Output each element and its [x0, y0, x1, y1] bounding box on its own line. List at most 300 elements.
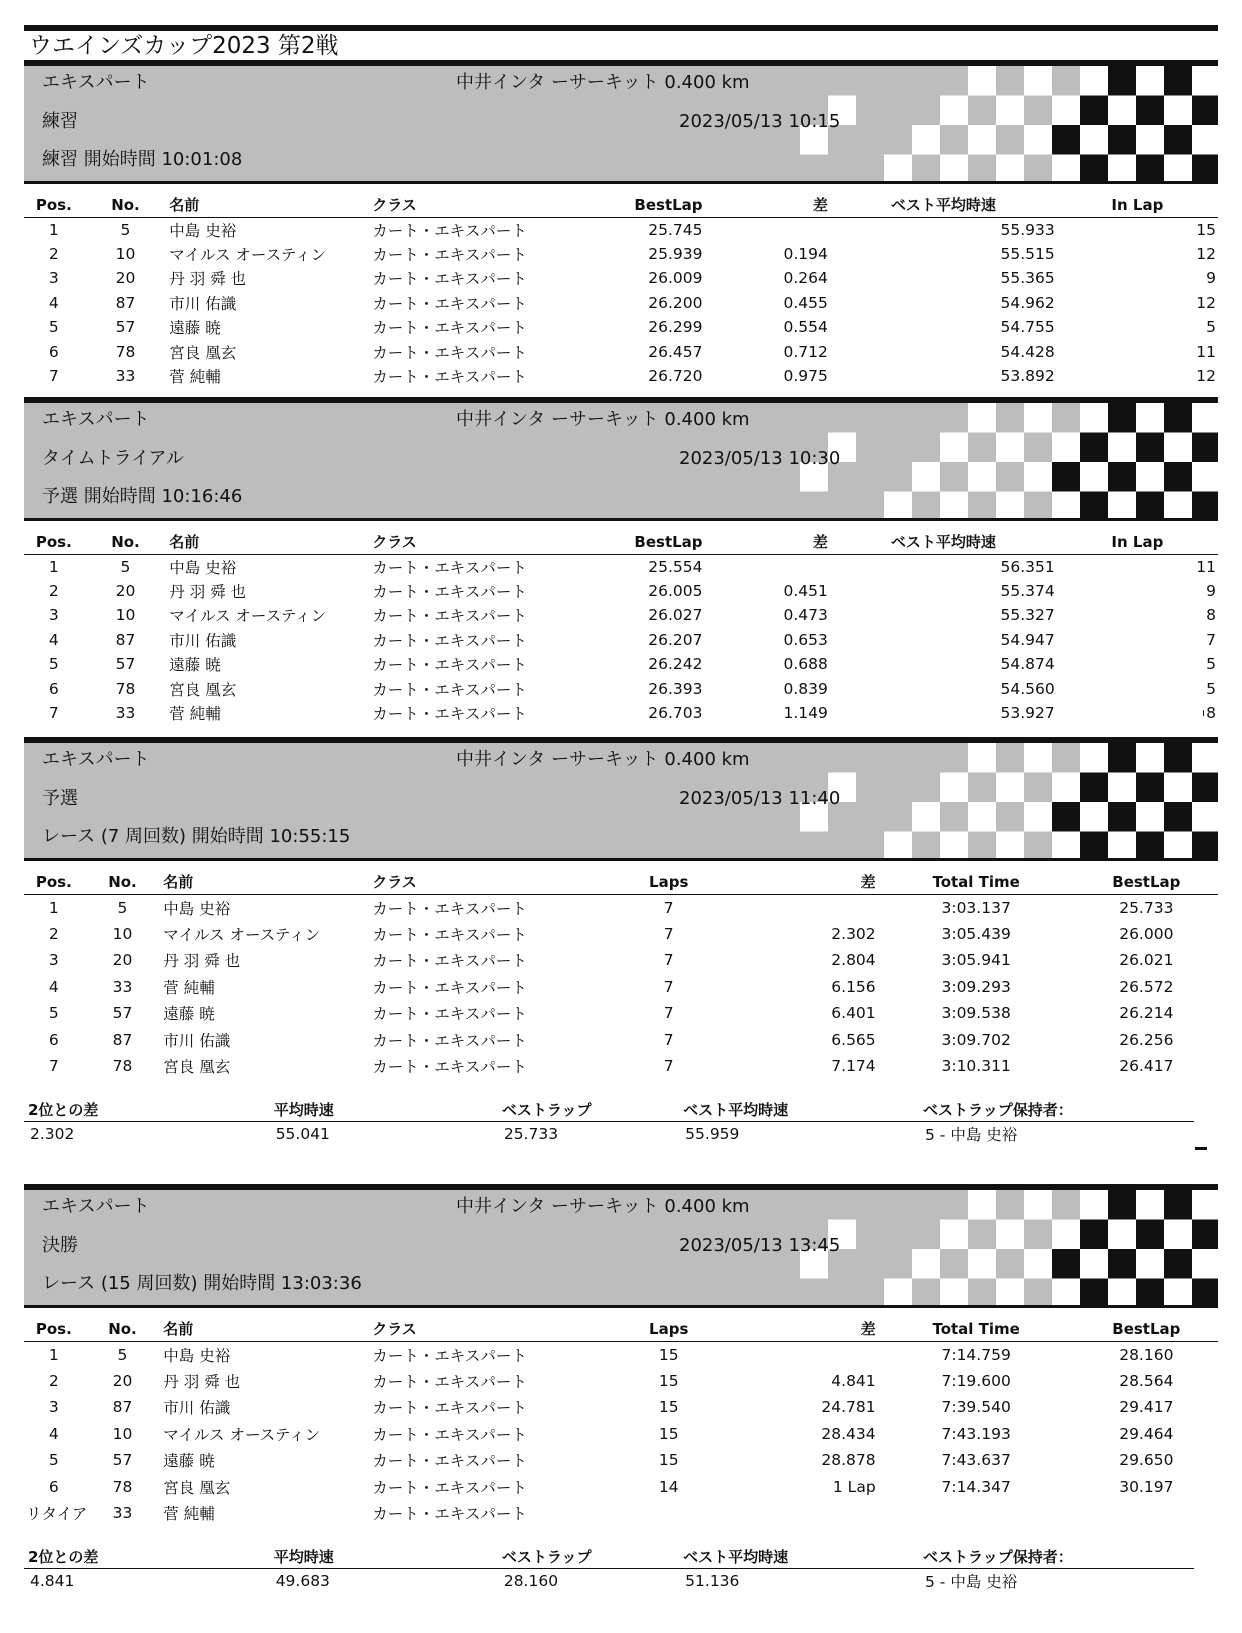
- flag-square: [968, 96, 997, 126]
- flag-square: [856, 832, 885, 862]
- flag-square: [1108, 66, 1137, 96]
- flag-square: [1192, 155, 1218, 185]
- table-cell: 3:09.538: [941, 1004, 1011, 1023]
- flag-square: [1052, 462, 1081, 492]
- column-header: クラス: [370, 870, 597, 894]
- table-row: [24, 894, 1218, 921]
- flag-square: [1024, 1190, 1053, 1220]
- flag-square: [1080, 1190, 1109, 1220]
- flag-square: [856, 1249, 885, 1279]
- flag-square: [912, 66, 941, 96]
- flag-square: [996, 802, 1025, 832]
- flag-square: [912, 403, 941, 433]
- flag-square: [1080, 66, 1109, 96]
- table-cell: 0.712: [783, 342, 828, 361]
- flag-square: [940, 66, 969, 96]
- session-name: 決勝: [42, 1235, 78, 1256]
- table-cell: 78: [115, 342, 136, 361]
- table-cell: 55.515: [1000, 244, 1055, 263]
- flag-square: [1108, 1190, 1137, 1220]
- table-cell: 宮良 凰玄: [163, 1058, 231, 1077]
- flag-square: [940, 773, 969, 803]
- flag-square: [1080, 832, 1109, 862]
- table-cell: 中島 史裕: [169, 221, 237, 240]
- table-cell: 26.009: [648, 269, 703, 288]
- flag-square: [968, 403, 997, 433]
- table-cell: 28.878: [821, 1451, 876, 1470]
- table-cell: 6: [48, 342, 59, 361]
- table-cell: 56.351: [1000, 557, 1055, 576]
- table-cell: 宮良 凰玄: [163, 1478, 231, 1497]
- column-header: Laps: [597, 1317, 740, 1341]
- flag-square: [828, 1190, 857, 1220]
- flag-square: [1108, 96, 1137, 126]
- flag-square: [856, 125, 885, 155]
- table-cell: 26.214: [1119, 1004, 1174, 1023]
- flag-square: [912, 832, 941, 862]
- flag-square: [996, 1279, 1025, 1309]
- flag-square: [1080, 802, 1109, 832]
- summary-value: 4.841: [30, 1571, 75, 1590]
- session-block: [24, 60, 1218, 389]
- table-cell: カート・エキスパート: [372, 294, 527, 313]
- flag-square: [912, 802, 941, 832]
- flag-square: [1024, 802, 1053, 832]
- table-cell: 7: [663, 924, 674, 943]
- column-header: クラス: [370, 193, 573, 217]
- session-name: 予選: [42, 788, 78, 809]
- flag-square: [1136, 1279, 1165, 1309]
- table-cell: カート・エキスパート: [372, 319, 527, 338]
- table-cell: カート・エキスパート: [372, 1031, 527, 1050]
- checkered-flag-icon: [800, 1190, 1218, 1308]
- table-cell: 2: [48, 244, 59, 263]
- flag-square: [800, 1190, 829, 1220]
- session-datetime: 2023/05/13 10:30: [679, 448, 841, 469]
- table-cell: 7:39.540: [941, 1398, 1011, 1417]
- column-header: 名前: [161, 1317, 370, 1341]
- table-cell: 78: [112, 1057, 133, 1076]
- flag-square: [1024, 832, 1053, 862]
- table-cell: 7: [48, 1057, 59, 1076]
- table-row: [24, 554, 1218, 579]
- table-cell: カート・エキスパート: [372, 899, 527, 918]
- table-cell: 0.975: [783, 367, 828, 386]
- column-header: 差: [705, 530, 830, 554]
- flag-square: [1024, 155, 1053, 185]
- table-cell: 55.365: [1000, 269, 1055, 288]
- table-cell: 26.200: [648, 293, 703, 312]
- flag-square: [1024, 125, 1053, 155]
- flag-square: [856, 433, 885, 463]
- flag-square: [940, 155, 969, 185]
- table-cell: 26.703: [648, 704, 703, 723]
- flag-square: [1052, 1220, 1081, 1250]
- table-cell: 4: [48, 977, 59, 996]
- table-cell: 7.174: [831, 1057, 876, 1076]
- table-cell: 1: [48, 1345, 59, 1364]
- table-cell: 26.299: [648, 318, 703, 337]
- checkered-flag-icon: [800, 403, 1218, 521]
- flag-square: [884, 773, 913, 803]
- table-cell: 市川 佑識: [169, 294, 237, 313]
- flag-square: [1192, 1279, 1218, 1309]
- flag-square: [800, 66, 829, 96]
- summary-header: ベスト平均時速: [679, 1098, 919, 1122]
- flag-square: [1108, 492, 1137, 522]
- table-row: [24, 974, 1218, 1001]
- table-cell: 遠藤 暁: [163, 1452, 215, 1471]
- table-cell: マイルス オースティン: [163, 1425, 321, 1444]
- flag-square: [968, 802, 997, 832]
- flag-square: [1024, 1249, 1053, 1279]
- flag-square: [940, 802, 969, 832]
- flag-square: [828, 155, 857, 185]
- table-cell: 87: [115, 630, 136, 649]
- table-cell: 26.417: [1119, 1057, 1174, 1076]
- table-cell: 26.000: [1119, 924, 1174, 943]
- flag-square: [940, 1249, 969, 1279]
- table-cell: 3: [48, 606, 59, 625]
- table-cell: 5: [48, 655, 59, 674]
- flag-square: [1108, 125, 1137, 155]
- flag-square: [828, 403, 857, 433]
- category-label: エキスパート: [42, 409, 150, 430]
- table-cell: 12: [1196, 367, 1216, 386]
- flag-square: [856, 1279, 885, 1309]
- column-header: Pos.: [24, 870, 84, 894]
- start-time: レース (15 周回数) 開始時間 13:03:36: [42, 1273, 362, 1294]
- table-cell: 24.781: [821, 1398, 876, 1417]
- column-header: No.: [84, 870, 162, 894]
- flag-square: [1024, 66, 1053, 96]
- table-cell: 7:43.637: [941, 1451, 1011, 1470]
- flag-square: [1108, 433, 1137, 463]
- summary-header: ベスト平均時速: [679, 1545, 919, 1569]
- table-cell: 4: [48, 630, 59, 649]
- flag-square: [1024, 773, 1053, 803]
- flag-square: [884, 1279, 913, 1309]
- table-cell: 3:09.293: [941, 977, 1011, 996]
- column-header: BestLap: [1075, 1317, 1218, 1341]
- flag-square: [940, 125, 969, 155]
- flag-square: [968, 832, 997, 862]
- table-cell: カート・エキスパート: [372, 952, 527, 971]
- flag-square: [884, 433, 913, 463]
- flag-square: [1052, 1249, 1081, 1279]
- flag-square: [1052, 66, 1081, 96]
- table-row: [24, 242, 1218, 267]
- table-cell: 25.554: [648, 557, 703, 576]
- table-cell: 54.560: [1000, 679, 1055, 698]
- circuit-name: 中井インタ ーサーキット 0.400 km: [456, 1196, 750, 1217]
- summary-value-row: [24, 1122, 1194, 1146]
- table-cell: 3:09.702: [941, 1030, 1011, 1049]
- table-cell: 55.327: [1000, 606, 1055, 625]
- flag-square: [940, 1220, 969, 1250]
- table-cell: カート・エキスパート: [372, 1058, 527, 1077]
- table-cell: 0.653: [783, 630, 828, 649]
- table-cell: 25.939: [648, 244, 703, 263]
- document-title: ウエインズカップ2023 第2戦: [29, 33, 339, 59]
- table-cell: 20: [112, 1371, 133, 1390]
- header-row: [24, 870, 1218, 894]
- table-cell: 菅 純輔: [169, 705, 221, 724]
- flag-square: [912, 1249, 941, 1279]
- table-row: [24, 921, 1218, 948]
- flag-square: [1108, 155, 1137, 185]
- table-cell: 30.197: [1119, 1477, 1174, 1496]
- table-cell: カート・エキスパート: [372, 705, 527, 724]
- circuit-name: 中井インタ ーサーキット 0.400 km: [456, 749, 750, 770]
- flag-square: [856, 743, 885, 773]
- table-row: [24, 1421, 1218, 1448]
- table-cell: 29.417: [1119, 1398, 1174, 1417]
- table-cell: 遠藤 暁: [169, 656, 221, 675]
- flag-square: [884, 1220, 913, 1250]
- table-cell: 78: [112, 1477, 133, 1496]
- table-cell: 7: [1206, 630, 1216, 649]
- table-cell: リタイア: [26, 1505, 88, 1524]
- header-row: [24, 530, 1218, 554]
- flag-square: [884, 66, 913, 96]
- table-cell: カート・エキスパート: [372, 631, 527, 650]
- table-cell: カート・エキスパート: [372, 1505, 527, 1524]
- scan-mark: [1203, 710, 1204, 716]
- flag-square: [1164, 802, 1193, 832]
- table-cell: 5: [1206, 679, 1216, 698]
- table-cell: 7: [663, 1057, 674, 1076]
- flag-square: [856, 802, 885, 832]
- table-cell: 丹 羽 舜 也: [169, 582, 247, 601]
- table-cell: 20: [112, 951, 133, 970]
- session-datetime: 2023/05/13 11:40: [679, 788, 841, 809]
- table-cell: 2.302: [831, 924, 876, 943]
- table-cell: 7:19.600: [941, 1371, 1011, 1390]
- summary-value: 2.302: [30, 1124, 75, 1143]
- flag-square: [968, 492, 997, 522]
- table-cell: 0.473: [783, 606, 828, 625]
- summary-value: 25.733: [503, 1124, 559, 1143]
- flag-square: [940, 462, 969, 492]
- flag-square: [1136, 773, 1165, 803]
- table-cell: 26.242: [648, 655, 703, 674]
- session-block: [24, 737, 1218, 1146]
- table-cell: 29.650: [1119, 1451, 1174, 1470]
- table-cell: 0.451: [783, 581, 828, 600]
- table-cell: 10: [115, 244, 136, 263]
- checkered-flag-icon: [800, 743, 1218, 861]
- table-cell: 2: [48, 1371, 59, 1390]
- flag-square: [968, 155, 997, 185]
- flag-square: [1136, 743, 1165, 773]
- flag-square: [1164, 743, 1193, 773]
- table-cell: 中島 史裕: [163, 1346, 231, 1365]
- flag-square: [828, 492, 857, 522]
- flag-square: [1164, 155, 1193, 185]
- session-block: [24, 1184, 1218, 1593]
- flag-square: [912, 492, 941, 522]
- results-table: [24, 530, 1218, 726]
- summary-table: [24, 1545, 1194, 1593]
- flag-square: [1052, 433, 1081, 463]
- flag-square: [856, 66, 885, 96]
- flag-square: [1024, 462, 1053, 492]
- table-cell: 市川 佑識: [163, 1031, 231, 1050]
- table-cell: 7: [663, 1030, 674, 1049]
- flag-square: [1080, 492, 1109, 522]
- flag-square: [1108, 1279, 1137, 1309]
- table-cell: 3: [48, 269, 59, 288]
- flag-square: [1164, 462, 1193, 492]
- flag-square: [856, 155, 885, 185]
- flag-square: [940, 96, 969, 126]
- table-cell: 3:05.941: [941, 951, 1011, 970]
- table-cell: 4: [48, 1424, 59, 1443]
- table-cell: 29.464: [1119, 1424, 1174, 1443]
- flag-square: [1164, 403, 1193, 433]
- flag-square: [996, 492, 1025, 522]
- column-header: 差: [740, 870, 877, 894]
- flag-square: [1080, 1220, 1109, 1250]
- table-cell: 0.264: [783, 269, 828, 288]
- flag-square: [1080, 403, 1109, 433]
- table-row: [24, 1368, 1218, 1395]
- flag-square: [1192, 832, 1218, 862]
- table-cell: 6: [48, 679, 59, 698]
- table-cell: 6.401: [831, 1004, 876, 1023]
- flag-square: [1080, 125, 1109, 155]
- flag-square: [1136, 155, 1165, 185]
- table-cell: カート・エキスパート: [372, 558, 527, 577]
- table-cell: 2: [48, 924, 59, 943]
- flag-square: [1164, 1190, 1193, 1220]
- flag-square: [940, 403, 969, 433]
- table-cell: 5: [1206, 318, 1216, 337]
- flag-square: [828, 832, 857, 862]
- summary-header: 平均時速: [270, 1545, 498, 1569]
- table-cell: 中島 史裕: [163, 899, 231, 918]
- table-row: [24, 947, 1218, 974]
- flag-square: [1024, 433, 1053, 463]
- table-cell: 0.688: [783, 655, 828, 674]
- table-cell: 6.565: [831, 1030, 876, 1049]
- flag-square: [856, 1190, 885, 1220]
- flag-square: [800, 832, 829, 862]
- flag-square: [884, 832, 913, 862]
- table-cell: カート・エキスパート: [372, 656, 527, 675]
- column-header: Pos.: [24, 193, 84, 217]
- flag-square: [1136, 802, 1165, 832]
- flag-square: [1108, 802, 1137, 832]
- flag-square: [1108, 403, 1137, 433]
- flag-square: [884, 125, 913, 155]
- flag-square: [968, 1220, 997, 1250]
- flag-square: [800, 1279, 829, 1309]
- column-header: 差: [740, 1317, 877, 1341]
- table-cell: 26.256: [1119, 1030, 1174, 1049]
- table-cell: 54.428: [1000, 342, 1055, 361]
- summary-header: ベストラップ: [498, 1098, 679, 1122]
- flag-square: [1192, 1249, 1218, 1279]
- flag-square: [800, 403, 829, 433]
- table-cell: 9: [1206, 581, 1216, 600]
- flag-square: [828, 1279, 857, 1309]
- table-cell: 0.839: [783, 679, 828, 698]
- table-cell: 5: [1206, 655, 1216, 674]
- summary-header-row: [24, 1098, 1194, 1122]
- table-row: [24, 652, 1218, 677]
- table-cell: 市川 佑識: [169, 631, 237, 650]
- table-cell: カート・エキスパート: [372, 1005, 527, 1024]
- column-header: クラス: [370, 1317, 597, 1341]
- table-cell: カート・エキスパート: [372, 1452, 527, 1471]
- summary-value: 49.683: [275, 1571, 330, 1590]
- table-cell: カート・エキスパート: [372, 245, 527, 264]
- flag-square: [884, 1249, 913, 1279]
- flag-square: [856, 403, 885, 433]
- flag-square: [856, 462, 885, 492]
- flag-square: [800, 743, 829, 773]
- column-header: BestLap: [573, 530, 704, 554]
- flag-square: [1192, 802, 1218, 832]
- flag-square: [996, 1249, 1025, 1279]
- table-cell: 5: [48, 318, 59, 337]
- flag-square: [856, 1220, 885, 1250]
- flag-square: [912, 743, 941, 773]
- column-header: ベスト平均時速: [830, 193, 1057, 217]
- flag-square: [940, 832, 969, 862]
- table-cell: 87: [115, 293, 136, 312]
- flag-square: [912, 1220, 941, 1250]
- flag-square: [1108, 462, 1137, 492]
- table-cell: 4: [48, 293, 59, 312]
- table-cell: [705, 217, 830, 242]
- summary-value: 51.136: [685, 1571, 740, 1590]
- flag-square: [1192, 1190, 1218, 1220]
- flag-square: [1136, 433, 1165, 463]
- flag-square: [1052, 832, 1081, 862]
- flag-square: [856, 492, 885, 522]
- table-cell: 26.207: [648, 630, 703, 649]
- flag-square: [1052, 802, 1081, 832]
- table-cell: 菅 純輔: [169, 368, 221, 387]
- flag-square: [800, 492, 829, 522]
- results-table: [24, 1317, 1218, 1527]
- table-cell: 7: [48, 704, 59, 723]
- scan-mark: [1195, 1147, 1207, 1150]
- flag-square: [996, 433, 1025, 463]
- flag-square: [1024, 1279, 1053, 1309]
- table-cell: 15: [658, 1371, 679, 1390]
- table-cell: 中島 史裕: [169, 558, 237, 577]
- flag-square: [996, 462, 1025, 492]
- flag-square: [1192, 403, 1218, 433]
- flag-square: [1164, 1279, 1193, 1309]
- flag-square: [1052, 773, 1081, 803]
- table-cell: 丹 羽 舜 也: [163, 1372, 241, 1391]
- flag-square: [1136, 403, 1165, 433]
- table-cell: 12: [1196, 293, 1216, 312]
- table-cell: 0.455: [783, 293, 828, 312]
- flag-square: [1052, 403, 1081, 433]
- flag-square: [940, 743, 969, 773]
- column-header: Total Time: [878, 870, 1075, 894]
- table-cell: 11: [1196, 557, 1216, 576]
- table-cell: 10: [112, 924, 133, 943]
- table-cell: [705, 554, 830, 579]
- flag-square: [1164, 492, 1193, 522]
